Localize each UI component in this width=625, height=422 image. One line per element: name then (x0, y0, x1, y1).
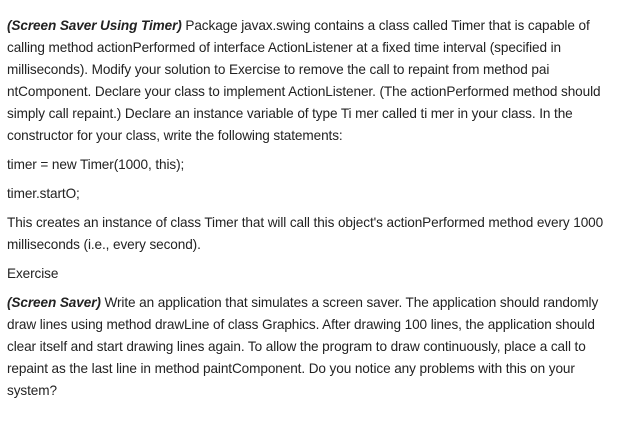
exercise-heading: (Screen Saver) (7, 295, 101, 310)
code-line-timer-start: timer.startO; (7, 186, 80, 201)
paragraph-screen-saver-timer (7, 15, 613, 147)
exercise-label: Exercise (7, 266, 59, 281)
paragraph-text: Write an application that simulates a screen saver. The application should randomly draw lines using method drawLine of class Graphics. After drawing 100 lines, the application should clear itself and start drawing lines again. To allow the program to draw continuously, place a call to repaint as the last line in method paintComponent. Do you notice any problems with this on your system? (7, 295, 599, 398)
paragraph-timer-explanation: This creates an instance of class Timer that will call this object's actionPerformed method every 1000 milliseconds (i.e., every second). (7, 215, 604, 252)
paragraph-screen-saver (7, 292, 613, 402)
exercise-heading: (Screen Saver Using Timer) (7, 18, 182, 33)
document-body (7, 15, 613, 409)
paragraph-text: Package javax.swing contains a class called Timer that is capable of calling method actionPerformed of interface ActionListener at a fixed time interval (specified in milliseconds). Modify your solution to Exercise to remove the call to repaint from method pai ntComponent. Declare your class to implement ActionListener. (The actionPerformed method should simply call repaint.) Declare an instance variable of type Ti mer called ti mer in your class. In the constructor for your class, write the following statements: (7, 18, 601, 143)
code-line-timer-new: timer = new Timer(1000, this); (7, 157, 185, 172)
